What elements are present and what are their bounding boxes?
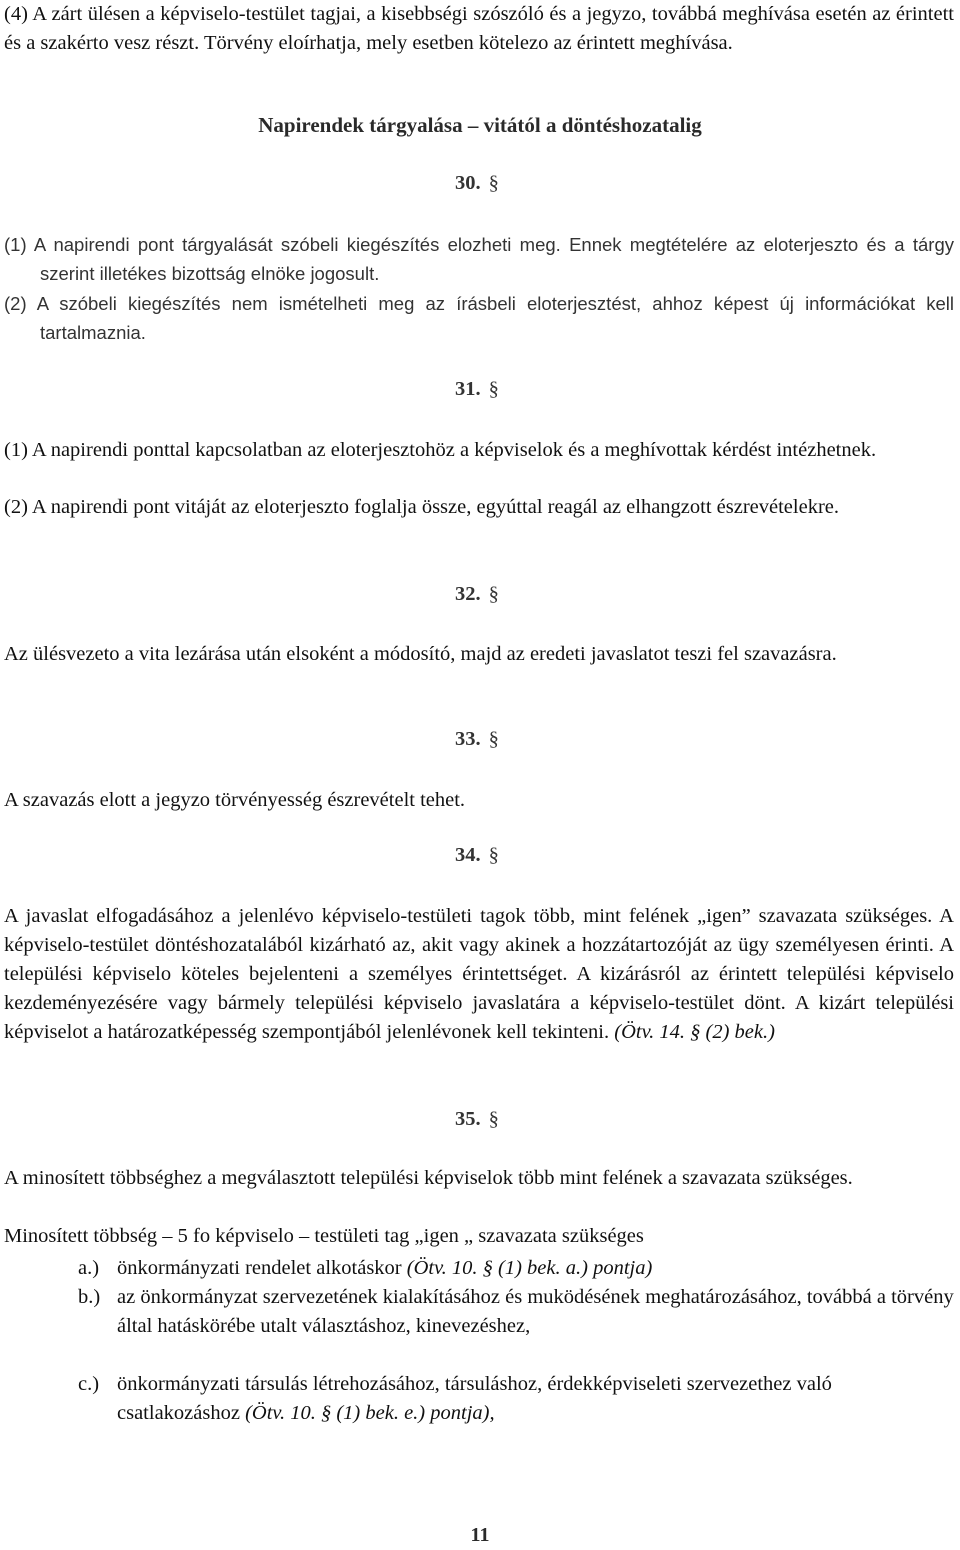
list-item-a <box>78 1254 954 1283</box>
section-31-heading <box>455 378 499 401</box>
section-number: 35. <box>455 1108 481 1130</box>
list-item-text: önkormányzati rendelet alkotáskor <box>117 1257 402 1279</box>
section-35-para-2: Minosített többség – 5 fo képviselo – testületi tag „igen „ szavazata szükséges <box>4 1225 644 1247</box>
section-35-para-1: A minosített többséghez a megválasztott települési képviselok több mint felének a szavazata szükséges. <box>4 1167 853 1189</box>
paragraph-sign: § <box>488 728 499 750</box>
section-number: 32. <box>455 583 481 605</box>
list-item-body <box>117 1254 954 1283</box>
section-34-heading <box>455 844 499 867</box>
section-31-para-1: (1) A napirendi ponttal kapcsolatban az eloterjesztohöz a képviselok és a meghívottak kérdést intézhetnek. <box>4 439 877 461</box>
paragraph-sign: § <box>488 172 499 194</box>
legal-reference: (Ötv. 10. § (1) bek. e.) pontja), <box>245 1402 495 1424</box>
section-30-para-2: (2) A szóbeli kiegészítés nem ismételheti meg az írásbeli eloterjesztést, ahhoz képest új információkat kell tartalmaznia. <box>4 293 954 343</box>
section-number: 31. <box>455 378 481 400</box>
list-marker: c.) <box>78 1373 100 1395</box>
section-31-para-2: (2) A napirendi pont vitáját az eloterjeszto foglalja össze, egyúttal reagál az elhangzott észrevételekre. <box>4 496 840 518</box>
section-32-heading <box>455 583 499 606</box>
legal-reference: (Ötv. 10. § (1) bek. a.) pontja) <box>406 1257 653 1279</box>
list-item-body: az önkormányzat szervezetének kialakításához és muködésének meghatározásához, továbbá a törvény által hatáskörébe utalt választáshoz, kinevezéshez, <box>117 1286 954 1337</box>
section-30-para-1: (1) A napirendi pont tárgyalását szóbeli kiegészítés elozheti meg. Ennek megtételére az eloterjeszto és a tárgy szerint illetékes bizottság elnöke jogosult. <box>4 234 954 284</box>
list-marker: a.) <box>78 1257 100 1279</box>
list-item-body <box>117 1370 954 1428</box>
section-33-heading <box>455 728 499 751</box>
paragraph-sign: § <box>488 378 499 400</box>
section-32-para-1: Az ülésvezeto a vita lezárása után elsoként a módosító, majd az eredeti javaslatot teszi fel szavazásra. <box>4 643 837 665</box>
intro-paragraph: (4) A zárt ülésen a képviselo-testület tagjai, a kisebbségi szószóló és a jegyzo, továbbá meghívása esetén az érintett és a szakérto vesz részt. Törvény eloírhatja, mely esetben kötelezo az érintett meghívása. <box>4 3 954 54</box>
list-item-c <box>78 1370 954 1428</box>
legal-reference: (Ötv. 14. § (2) bek.) <box>614 1021 775 1043</box>
section-number: 30. <box>455 172 481 194</box>
section-33-para-1: A szavazás elott a jegyzo törvényesség észrevételt tehet. <box>4 789 466 811</box>
list-item-text: önkormányzati társulás létrehozásához, társuláshoz, érdekképviseleti szervezethez való csatlakozáshoz <box>117 1373 832 1424</box>
section-34-para-1 <box>4 902 954 1047</box>
paragraph-sign: § <box>488 844 499 866</box>
page-number: 11 <box>470 1524 490 1546</box>
list-marker: b.) <box>78 1286 101 1308</box>
paragraph-sign: § <box>488 1108 499 1130</box>
section-30-heading <box>455 172 499 195</box>
section-number: 33. <box>455 728 481 750</box>
paragraph-sign: § <box>488 583 499 605</box>
list-item-b <box>78 1283 954 1341</box>
section-35-heading <box>455 1108 499 1131</box>
section-34-text: A javaslat elfogadásához a jelenlévo képviselo-testületi tagok több, mint felének „igen” szavazata szükséges. A képviselo-testület döntéshozatalából kizárható az, akit vagy akinek a hozzátartozóját az ügy személyesen érinti. A települési képviselo köteles bejelenteni a személyes érintettséget. A kizárásról az érintett települési képviselo kezdeményezésére vagy bármely települési képviselo javaslatára a képviselo-testület dönt. A kizárt települési képviselot a határozatképesség szempontjából jelenlévonek kell tekinteni. <box>4 905 954 1043</box>
section-subtitle: Napirendek tárgyalása – vitától a döntéshozatalig <box>258 113 702 137</box>
section-number: 34. <box>455 844 481 866</box>
